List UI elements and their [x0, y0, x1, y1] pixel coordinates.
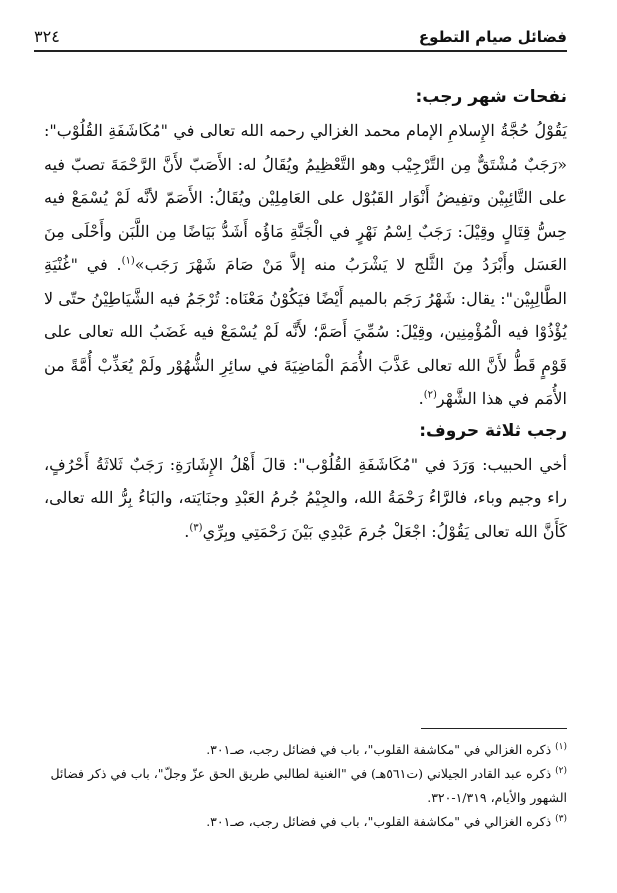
main-text	[44, 82, 567, 548]
footnote-number: (٢)	[555, 765, 567, 776]
section-heading-rajab-blessings: نفحات شهر رجب:	[415, 87, 567, 107]
footnote-2	[44, 762, 567, 810]
footnote-1	[44, 738, 567, 762]
footnote-number: (٣)	[555, 813, 567, 824]
section-heading-three-letters: رجب ثلاثة حروف:	[419, 420, 567, 441]
paragraph-rajab-meaning	[44, 114, 567, 416]
paragraph-text: . في "غُنْيَةِ الطَّالِبِيْن": يقال: شَهْرُ رَجَم بالميم أَيْضًا فيَكُوْنُ مَعْنَاه: تُرْجَمُ فيه الشَّيَاطِيْنُ حتّى لا يُؤْذُوْا فيه الْمُؤْمِنِين، وقِيْلَ: سُمِّيَ أَصَمَّ؛ لأَنَّه لَمْ يُسْمَعْ فيه غَضَبُ الله تعالى على قَوْمٍ قَطُّ لأَنَّ الله تعالى عَذَّبَ الأُمَمَ الْمَاضِيَةَ في سائِرِ الشُّهُوْر ولَمْ يُعَذِّبْ أُمَّةً من الأُمَم في هذا الشَّهْر	[44, 255, 568, 408]
footnote-text: ذكره الغزالي في "مكاشفة القلوب"، باب في فضائل رجب، صـ٣٠١.	[206, 742, 552, 757]
period: .	[184, 521, 190, 541]
footnote-ref-1[interactable]: (١)	[121, 255, 135, 267]
paragraph-text: أخي الحبيب: وَرَدَ في "مُكَاشَفَةِ القُلُوْب": قالَ أَهْلُ الإِشَارَةِ: رَجَبٌ ثَلاثَةُ أَحْرُفٍ، راء وجيم وباء، فالرَّاءُ رَحْمَةُ الله، والجِيْمُ جُرمُ العَبْدِ وجنَايَته، والبَاءُ بِرُّ الله تعالى، كَأَنَّ الله تعالى يَقُوْلُ: اجْعَلْ جُرمَ عَبْدِي بَيْنَ رَحْمَتِي وبِرِّي	[44, 454, 568, 541]
footnote-3	[44, 810, 567, 834]
footnote-number: (١)	[555, 741, 567, 752]
period: .	[418, 389, 424, 408]
header-title: فضائل صيام التطوع	[418, 28, 567, 46]
paragraph-text: يَقُوْلُ حُجَّةُ الإِسلامِ الإمام محمد الغزالي رحمه الله تعالى في "مُكَاشَفَةِ القُلُوْب": «رَجَبٌ مُشْتَقٌّ مِن التَّرْجِيْب وهو التَّعْظِيمُ ويُقَالُ له: الأَصَبّ لأَنَّ الرَّحْمَةَ تصبّ فيه على التَّائِبِيْن وتفِيضُ أَنْوَار القَبُوْل على العَامِلِيْن ويُقَالُ: الأَصَمّ لأنَّه لَمْ يُسْمَعْ فيه حِسُّ قِتَالٍ وقِيْلَ: رَجَبٌ اِسْمُ نَهْرٍ في الْجَنَّةِ مَاؤُه أَشَدُّ بَيَاضًا مِن اللَّبَن وأَحْلَى مِنَ العَسَل وأَبْرَدُ مِنَ الثَّلج لا يَشْرَبُ منه إلاَّ مَنْ صَامَ شَهْرَ رَجَب»	[44, 121, 568, 274]
footnote-divider	[421, 728, 567, 729]
page-number: ٣٢٤	[34, 27, 60, 46]
running-header	[34, 22, 567, 52]
paragraph-three-letters	[44, 448, 567, 549]
footnote-text: ذكره الغزالي في "مكاشفة القلوب"، باب في فضائل رجب، صـ٣٠١.	[206, 814, 552, 829]
footnote-ref-2[interactable]: (٢)	[423, 389, 437, 401]
footnote-ref-3[interactable]: (٣)	[189, 522, 203, 534]
footnotes	[44, 738, 567, 834]
footnote-text: ذكره عبد القادر الجيلاني (ت٥٦١هـ) في "الغنية لطالبي طريق الحق عزّ وجلّ"، باب في ذكر فضائل الشهور والأيام، ١/٣١٩-٣٢٠.	[50, 766, 567, 805]
